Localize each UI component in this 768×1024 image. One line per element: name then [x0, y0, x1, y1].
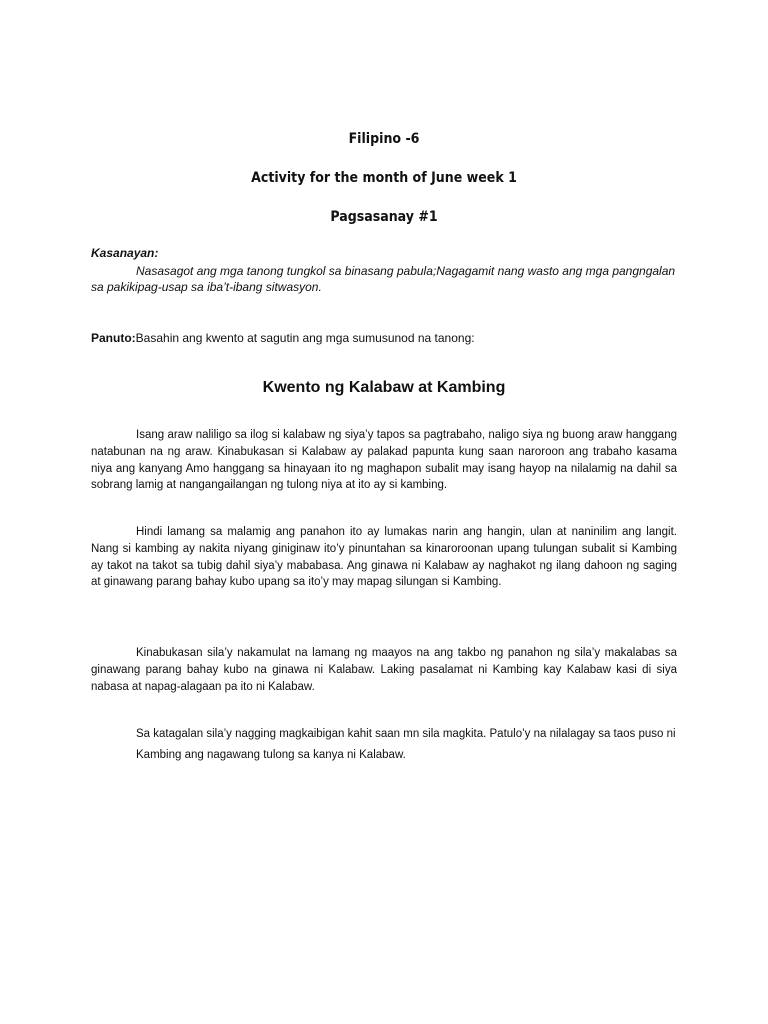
story-paragraph-1: Isang araw naliligo sa ilog si kalabaw ng siya’y tapos sa pagtrabaho, naligo siya ng buong araw hanggang natabunan na ng araw. Kinabukasan si Kalabaw ay palakad papunta kung saan naroroon ang trabaho kasama niya ang kanyang Amo hanggang sa hinayaan ito ng maghapon subalit may isang hayop na nilalamig na dahil sa sobrang lamig at nangangailangan ng tulong niya at ito ay si kambing. — [91, 429, 677, 492]
kasanayan-label: Kasanayan: — [91, 246, 159, 260]
story-title: Kwento ng Kalabaw at Kambing — [262, 379, 506, 396]
kasanayan-text: Nasasagot ang mga tanong tungkol sa binasang pabula;Nagagamit nang wasto ang mga pangngalan sa pakikipag-usap sa iba’t-ibang sitwasyon. — [91, 264, 676, 294]
subject-heading: Filipino -6 — [348, 131, 420, 147]
story-paragraph-3: Kinabukasan sila’y nakamulat na lamang ng maayos na ang takbo ng panahon ng sila’y makalabas sa ginawang parang bahay kubo na ginawa ni Kalabaw. Laking pasalamat ni Kambing kay Kalabaw kasi di siya nabasa at napag-alagaan pa ito ni Kalabaw. — [91, 647, 677, 693]
story-paragraph-4: Sa katagalan sila’y nagging magkaibigan kahit saan mn sila magkita. Patulo’y na nilalagay sa taos puso ni Kambing ang nagawang tulong sa kanya ni Kalabaw. — [136, 728, 676, 761]
panuto-label: Panuto: — [91, 331, 136, 345]
panuto-line — [91, 331, 475, 345]
activity-heading: Activity for the month of June week 1 — [251, 170, 517, 186]
exercise-heading: Pagsasanay #1 — [330, 209, 438, 225]
panuto-text: Basahin ang kwento at sagutin ang mga sumusunod na tanong: — [135, 331, 475, 345]
story-paragraph-2: Hindi lamang sa malamig ang panahon ito ay lumakas narin ang hangin, ulan at naninilim ang langit. Nang si kambing ay nakita niyang giniginaw ito’y pinuntahan sa kinaroroonan upang tulungan subalit si Kambing ay takot na takot sa tubig dahil siya’y mababasa. Ang ginawa ni Kalabaw ay naghakot ng ilang dahoon ng saging at ginawang parang bahay kubo upang sa ito’y may mapag silungan si Kambing. — [91, 526, 677, 589]
